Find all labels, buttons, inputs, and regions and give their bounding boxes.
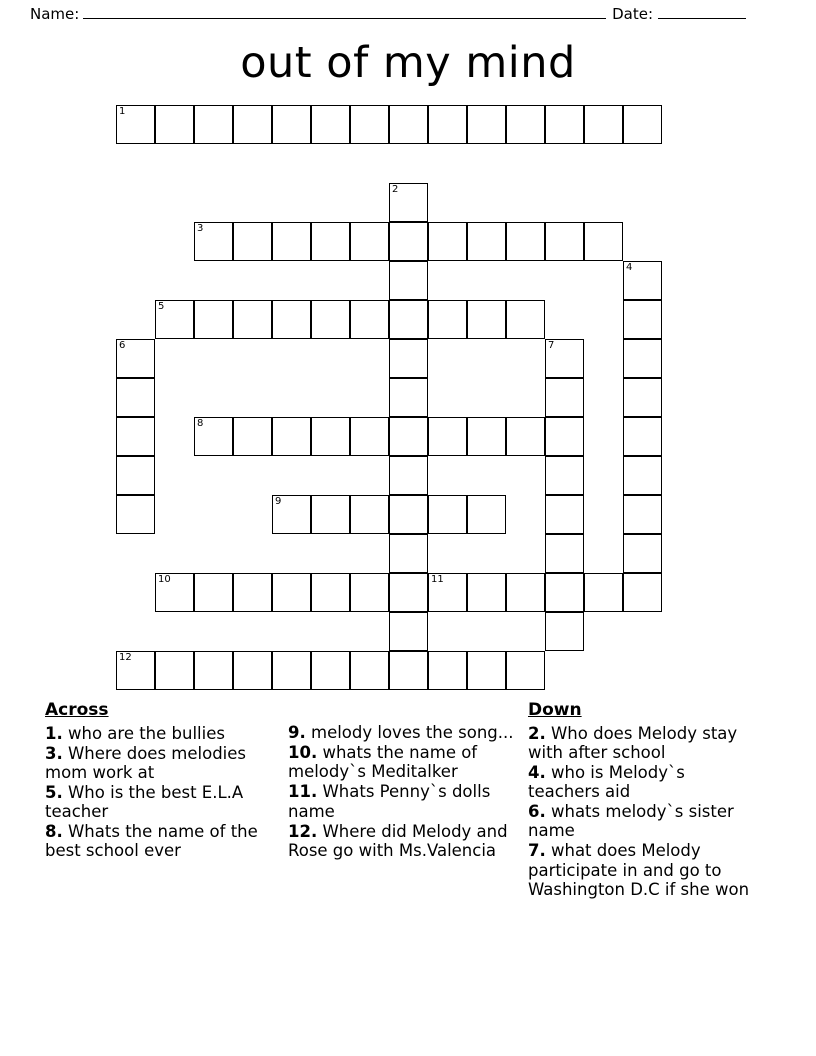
grid-cell[interactable] [467, 300, 506, 339]
grid-cell[interactable] [272, 417, 311, 456]
grid-cell[interactable] [233, 300, 272, 339]
column-spacer [288, 700, 520, 723]
grid-cell[interactable] [584, 105, 623, 144]
grid-cell[interactable] [350, 105, 389, 144]
grid-cell[interactable] [194, 573, 233, 612]
grid-cell[interactable] [623, 105, 662, 144]
clue-item [45, 744, 280, 782]
grid-cell[interactable] [311, 105, 350, 144]
grid-cell[interactable] [311, 573, 350, 612]
grid-cell[interactable] [389, 612, 428, 651]
grid-cell[interactable] [311, 417, 350, 456]
clue-number: 12. [288, 821, 318, 841]
clue-number: 8. [45, 822, 63, 842]
grid-cell[interactable] [545, 105, 584, 144]
clue-text: who is Melody`s teachers aid [528, 762, 685, 802]
grid-cell-number: 12 [119, 652, 132, 663]
clue-item [528, 763, 755, 801]
grid-cell[interactable] [428, 417, 467, 456]
grid-cell[interactable] [272, 651, 311, 690]
grid-cell[interactable] [194, 300, 233, 339]
name-label: Name: [30, 5, 80, 23]
grid-cell[interactable] [428, 222, 467, 261]
clue-item [288, 743, 520, 781]
grid-cell[interactable] [506, 651, 545, 690]
grid-cell[interactable] [428, 105, 467, 144]
clue-number: 3. [45, 743, 63, 763]
grid-cell[interactable] [545, 339, 584, 378]
grid-cell[interactable] [116, 495, 155, 534]
grid-cell[interactable] [623, 534, 662, 573]
clue-text: Whats Penny`s dolls name [288, 782, 491, 821]
grid-cell[interactable] [116, 417, 155, 456]
date-label: Date: [612, 5, 653, 23]
grid-cell-number: 2 [392, 184, 399, 195]
grid-cell[interactable] [233, 417, 272, 456]
grid-cell[interactable] [311, 651, 350, 690]
grid-cell[interactable] [467, 222, 506, 261]
grid-cell[interactable] [155, 300, 194, 339]
clue-number: 7. [528, 841, 546, 861]
grid-cell[interactable] [389, 651, 428, 690]
clue-text: melody loves the song... [305, 723, 514, 742]
grid-cell[interactable] [233, 105, 272, 144]
grid-cell[interactable] [428, 573, 467, 612]
grid-cell[interactable] [233, 222, 272, 261]
grid-cell[interactable] [545, 573, 584, 612]
grid-cell[interactable] [428, 651, 467, 690]
down-clue-list [528, 724, 755, 899]
grid-cell-number: 8 [197, 418, 204, 429]
grid-cell[interactable] [116, 378, 155, 417]
grid-cell[interactable] [389, 222, 428, 261]
grid-cell[interactable] [545, 495, 584, 534]
grid-cell-number: 1 [119, 106, 126, 117]
clue-number: 1. [45, 723, 63, 743]
grid-cell[interactable] [272, 222, 311, 261]
grid-cell[interactable] [272, 105, 311, 144]
page-title: out of my mind [240, 38, 576, 88]
grid-cell[interactable] [350, 495, 389, 534]
clue-text: whats melody`s sister name [528, 802, 734, 841]
grid-cell[interactable] [428, 495, 467, 534]
grid-cell[interactable] [506, 417, 545, 456]
clue-text: Where does melodies mom work at [45, 743, 247, 782]
crossword-grid[interactable] [116, 105, 676, 695]
grid-cell[interactable] [233, 651, 272, 690]
grid-cell[interactable] [623, 300, 662, 339]
clue-item [288, 782, 520, 820]
grid-cell[interactable] [545, 456, 584, 495]
grid-cell[interactable] [467, 651, 506, 690]
clue-item [528, 724, 755, 762]
grid-cell[interactable] [389, 495, 428, 534]
clue-number: 4. [528, 762, 546, 782]
grid-cell[interactable] [428, 300, 467, 339]
down-column [528, 700, 763, 900]
grid-cell[interactable] [506, 105, 545, 144]
grid-cell[interactable] [350, 651, 389, 690]
grid-cell[interactable] [623, 417, 662, 456]
grid-cell[interactable] [389, 183, 428, 222]
grid-cell[interactable] [506, 222, 545, 261]
grid-cell[interactable] [389, 300, 428, 339]
clue-text: Who is the best E.L.A teacher [45, 783, 244, 822]
grid-cell[interactable] [311, 495, 350, 534]
grid-cell[interactable] [389, 378, 428, 417]
grid-cell[interactable] [623, 495, 662, 534]
grid-cell[interactable] [194, 417, 233, 456]
across-column-2 [288, 700, 528, 900]
grid-cell[interactable] [155, 105, 194, 144]
grid-cell[interactable] [545, 612, 584, 651]
grid-cell[interactable] [623, 456, 662, 495]
name-write-line[interactable] [83, 4, 606, 19]
clues-section [45, 700, 775, 900]
grid-cell[interactable] [116, 651, 155, 690]
grid-cell[interactable] [506, 573, 545, 612]
clue-item [528, 841, 755, 898]
grid-cell-number: 5 [158, 301, 165, 312]
clue-item [45, 822, 280, 860]
grid-cell[interactable] [623, 339, 662, 378]
clue-item [288, 822, 520, 860]
grid-cell[interactable] [233, 573, 272, 612]
across-heading: Across [45, 700, 109, 720]
grid-cell[interactable] [194, 222, 233, 261]
clue-item [45, 724, 280, 743]
grid-cell-number: 6 [119, 340, 126, 351]
clue-number: 2. [528, 723, 546, 743]
grid-cell[interactable] [155, 651, 194, 690]
across-column-1 [45, 700, 288, 900]
clue-number: 6. [528, 802, 546, 822]
clue-text: Who does Melody stay with after school [528, 723, 738, 762]
clue-item [528, 802, 755, 840]
grid-cell[interactable] [623, 378, 662, 417]
clue-number: 11. [288, 782, 318, 802]
grid-cell[interactable] [194, 105, 233, 144]
grid-cell[interactable] [389, 339, 428, 378]
grid-cell[interactable] [194, 651, 233, 690]
clue-item [45, 783, 280, 821]
grid-cell[interactable] [545, 417, 584, 456]
clue-text: Whats the name of the best school ever [45, 822, 258, 861]
clue-item [288, 723, 520, 742]
clue-text: who are the bullies [62, 723, 225, 743]
grid-cell[interactable] [545, 534, 584, 573]
grid-cell[interactable] [389, 573, 428, 612]
grid-cell-number: 9 [275, 496, 282, 507]
clue-number: 5. [45, 783, 63, 803]
clue-text: Where did Melody and Rose go with Ms.Valencia [288, 821, 508, 860]
grid-cell[interactable] [350, 300, 389, 339]
grid-cell[interactable] [389, 534, 428, 573]
date-write-line[interactable] [658, 4, 746, 19]
grid-cell[interactable] [389, 417, 428, 456]
grid-cell[interactable] [350, 573, 389, 612]
grid-cell[interactable] [389, 105, 428, 144]
grid-cell[interactable] [116, 105, 155, 144]
grid-cell-number: 7 [548, 340, 555, 351]
grid-cell-number: 3 [197, 223, 204, 234]
grid-cell[interactable] [389, 261, 428, 300]
grid-cell[interactable] [272, 495, 311, 534]
grid-cell[interactable] [311, 300, 350, 339]
grid-cell[interactable] [350, 222, 389, 261]
name-date-row [30, 4, 746, 23]
grid-cell[interactable] [584, 222, 623, 261]
grid-cell[interactable] [116, 339, 155, 378]
grid-cell[interactable] [467, 495, 506, 534]
grid-cell[interactable] [155, 573, 194, 612]
grid-cell[interactable] [545, 222, 584, 261]
grid-cell[interactable] [272, 573, 311, 612]
grid-cell[interactable] [584, 573, 623, 612]
grid-cell[interactable] [623, 261, 662, 300]
across-clue-list-1 [45, 724, 280, 861]
clue-text: what does Melody participate in and go to Washington D.C if she won [528, 841, 750, 899]
grid-cell[interactable] [506, 300, 545, 339]
grid-cell[interactable] [311, 222, 350, 261]
grid-cell[interactable] [389, 456, 428, 495]
grid-cell[interactable] [467, 417, 506, 456]
clue-text: whats the name of melody`s Meditalker [288, 743, 478, 782]
grid-cell-number: 10 [158, 574, 171, 585]
grid-cell[interactable] [467, 105, 506, 144]
down-heading: Down [528, 700, 582, 720]
grid-cell[interactable] [623, 573, 662, 612]
clue-number: 9. [288, 723, 306, 742]
grid-cell[interactable] [545, 378, 584, 417]
grid-cell[interactable] [272, 300, 311, 339]
grid-cell[interactable] [467, 573, 506, 612]
across-clue-list-2 [288, 723, 520, 860]
grid-cell[interactable] [350, 417, 389, 456]
grid-cell-number: 4 [626, 262, 633, 273]
grid-cell[interactable] [116, 456, 155, 495]
clue-number: 10. [288, 743, 318, 763]
grid-cell-number: 11 [431, 574, 444, 585]
